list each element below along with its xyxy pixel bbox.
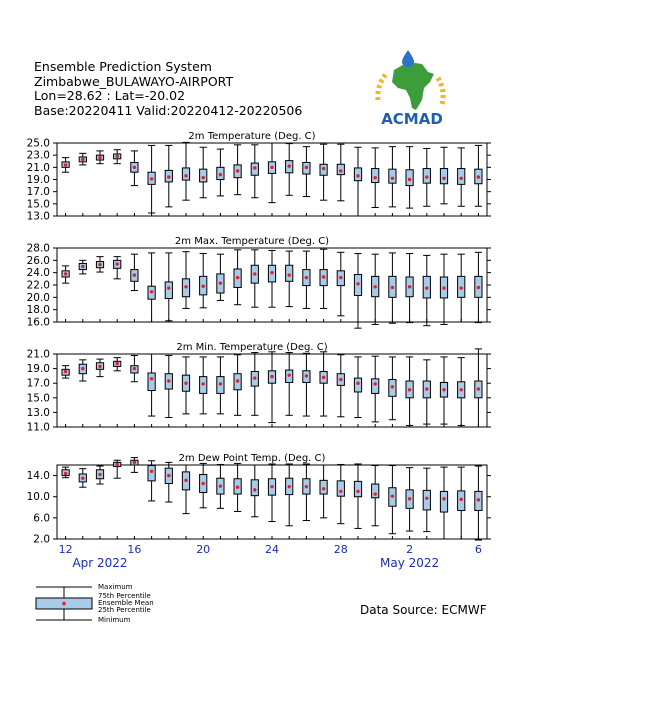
mean-marker bbox=[408, 388, 411, 391]
box-5 bbox=[458, 148, 465, 206]
box-21 bbox=[217, 149, 224, 196]
mean-marker bbox=[64, 472, 67, 475]
box-22 bbox=[234, 145, 241, 195]
mean-marker bbox=[442, 177, 445, 180]
box-26 bbox=[303, 251, 310, 308]
panel-3 bbox=[27, 342, 491, 434]
panel-2 bbox=[27, 236, 491, 329]
x-tick-label: 24 bbox=[265, 543, 279, 556]
mean-marker bbox=[339, 378, 342, 381]
mean-marker bbox=[305, 374, 308, 377]
box-17 bbox=[148, 253, 155, 322]
mean-marker bbox=[253, 376, 256, 379]
mean-marker bbox=[270, 375, 273, 378]
x-axis bbox=[59, 543, 482, 570]
iqr-box bbox=[200, 169, 207, 182]
x-tick-label: 16 bbox=[127, 543, 142, 556]
y-tick-label: 21.0 bbox=[26, 348, 50, 361]
box-21 bbox=[217, 357, 224, 414]
box-30 bbox=[372, 356, 379, 422]
mean-marker bbox=[64, 163, 67, 166]
mean-marker bbox=[391, 177, 394, 180]
mean-marker bbox=[236, 486, 239, 489]
box-16 bbox=[131, 458, 138, 473]
mean-marker bbox=[202, 285, 205, 288]
mean-marker bbox=[374, 176, 377, 179]
mean-marker bbox=[81, 477, 84, 480]
box-1 bbox=[389, 466, 396, 534]
box-3 bbox=[423, 468, 430, 531]
box-2 bbox=[406, 468, 413, 531]
box-4 bbox=[440, 467, 447, 539]
mean-marker bbox=[288, 373, 291, 376]
box-17 bbox=[148, 354, 155, 416]
mean-marker bbox=[98, 156, 101, 159]
y-tick-label: 16.0 bbox=[26, 316, 50, 329]
box-19 bbox=[182, 142, 189, 200]
y-tick-label: 11.0 bbox=[26, 421, 50, 434]
mean-marker bbox=[133, 273, 136, 276]
mean-marker bbox=[98, 365, 101, 368]
box-23 bbox=[251, 250, 258, 307]
mean-marker bbox=[64, 370, 67, 373]
panel-title: 2m Min. Temperature (Deg. C) bbox=[176, 342, 328, 353]
box-15 bbox=[114, 460, 121, 478]
y-tick-label: 20.0 bbox=[26, 291, 50, 304]
box-28 bbox=[337, 144, 344, 201]
box-28 bbox=[337, 355, 344, 417]
box-1 bbox=[389, 357, 396, 420]
box-2 bbox=[406, 254, 413, 323]
box-26 bbox=[303, 353, 310, 416]
mean-marker bbox=[184, 174, 187, 177]
box-13 bbox=[79, 360, 86, 381]
box-28 bbox=[337, 464, 344, 523]
box-14 bbox=[96, 257, 103, 272]
box-6 bbox=[475, 466, 482, 540]
mean-marker bbox=[477, 175, 480, 178]
mean-marker bbox=[133, 461, 136, 464]
x-tick-label: 20 bbox=[196, 543, 211, 556]
mean-marker bbox=[305, 485, 308, 488]
coordinates: Lon=28.62 : Lat=-20.02 bbox=[34, 88, 186, 103]
mean-marker bbox=[253, 488, 256, 491]
y-tick-label: 21.0 bbox=[26, 161, 50, 174]
iqr-box bbox=[182, 168, 189, 180]
iqr-box bbox=[337, 481, 344, 496]
box-12 bbox=[62, 158, 69, 173]
panel-title: 2m Max. Temperature (Deg. C) bbox=[174, 236, 330, 247]
mean-marker bbox=[442, 286, 445, 289]
mean-marker bbox=[167, 175, 170, 178]
mean-marker bbox=[150, 177, 153, 180]
mean-marker bbox=[391, 494, 394, 497]
box-6 bbox=[475, 145, 482, 206]
data-source: Data Source: ECMWF bbox=[360, 603, 487, 617]
box-29 bbox=[354, 254, 361, 329]
box-1 bbox=[389, 147, 396, 207]
box-24 bbox=[268, 464, 275, 522]
box-30 bbox=[372, 148, 379, 208]
box-24 bbox=[268, 250, 275, 307]
box-17 bbox=[148, 145, 155, 213]
mean-marker bbox=[356, 174, 359, 177]
mean-marker bbox=[460, 498, 463, 501]
mean-marker bbox=[322, 167, 325, 170]
box-20 bbox=[200, 254, 207, 308]
iqr-box bbox=[440, 491, 447, 512]
box-2 bbox=[406, 357, 413, 426]
mean-marker bbox=[356, 282, 359, 285]
mean-marker bbox=[253, 166, 256, 169]
box-28 bbox=[337, 252, 344, 316]
mean-marker bbox=[236, 169, 239, 172]
box-21 bbox=[217, 254, 224, 300]
panel-4 bbox=[27, 453, 491, 546]
mean-marker bbox=[305, 276, 308, 279]
box-27 bbox=[320, 465, 327, 518]
iqr-box bbox=[148, 373, 155, 391]
x-tick-label: 2 bbox=[406, 543, 414, 556]
mean-marker bbox=[270, 485, 273, 488]
y-tick-label: 14.0 bbox=[26, 470, 50, 483]
iqr-box bbox=[406, 170, 413, 186]
mean-marker bbox=[339, 490, 342, 493]
box-3 bbox=[423, 148, 430, 206]
panel-title: 2m Temperature (Deg. C) bbox=[188, 131, 316, 142]
box-29 bbox=[354, 357, 361, 418]
y-tick-label: 22.0 bbox=[26, 279, 50, 292]
box-20 bbox=[200, 463, 207, 507]
mean-marker bbox=[81, 265, 84, 268]
legend-maximum: Maximum bbox=[98, 583, 133, 591]
mean-marker bbox=[116, 362, 119, 365]
mean-marker bbox=[408, 178, 411, 181]
legend-p25: 25th Percentile bbox=[98, 606, 151, 614]
box-17 bbox=[148, 461, 155, 501]
mean-marker bbox=[305, 166, 308, 169]
box-3 bbox=[423, 360, 430, 424]
box-14 bbox=[96, 466, 103, 484]
box-5 bbox=[458, 358, 465, 426]
mean-marker bbox=[184, 479, 187, 482]
mean-marker bbox=[202, 482, 205, 485]
mean-marker bbox=[270, 166, 273, 169]
box-14 bbox=[96, 151, 103, 164]
mean-marker bbox=[288, 164, 291, 167]
mean-marker bbox=[339, 276, 342, 279]
mean-marker bbox=[133, 367, 136, 370]
mean-marker bbox=[184, 285, 187, 288]
x-tick-label: 12 bbox=[58, 543, 73, 556]
mean-marker bbox=[460, 388, 463, 391]
mean-marker bbox=[408, 497, 411, 500]
mean-marker bbox=[202, 382, 205, 385]
y-tick-label: 24.0 bbox=[26, 267, 50, 280]
system-name: Ensemble Prediction System bbox=[34, 59, 212, 74]
y-tick-label: 19.0 bbox=[26, 363, 50, 376]
box-13 bbox=[79, 153, 86, 165]
box-12 bbox=[62, 467, 69, 478]
mean-marker bbox=[356, 490, 359, 493]
mean-marker bbox=[81, 367, 84, 370]
y-tick-label: 23.0 bbox=[26, 149, 50, 162]
box-24 bbox=[268, 143, 275, 203]
mean-marker bbox=[116, 262, 119, 265]
mean-marker bbox=[64, 272, 67, 275]
mean-marker bbox=[288, 273, 291, 276]
box-19 bbox=[182, 357, 189, 414]
box-20 bbox=[200, 147, 207, 197]
mean-marker bbox=[133, 166, 136, 169]
mean-marker bbox=[477, 286, 480, 289]
mean-marker bbox=[219, 173, 222, 176]
box-19 bbox=[182, 252, 189, 309]
iqr-box bbox=[389, 169, 396, 183]
iqr-box bbox=[458, 169, 465, 185]
mean-marker bbox=[391, 385, 394, 388]
mean-marker bbox=[98, 473, 101, 476]
base-valid-dates: Base:20220411 Valid:20220412-20220506 bbox=[34, 102, 303, 118]
month-label-may: May 2022 bbox=[380, 556, 440, 570]
box-12 bbox=[62, 266, 69, 283]
x-tick-label: 28 bbox=[333, 543, 348, 556]
iqr-box bbox=[148, 466, 155, 481]
box-26 bbox=[303, 464, 310, 521]
y-tick-label: 28.0 bbox=[26, 242, 50, 255]
mean-marker bbox=[219, 281, 222, 284]
box-13 bbox=[79, 260, 86, 274]
station-name: Zimbabwe_BULAWAYO-AIRPORT bbox=[34, 73, 234, 89]
y-tick-label: 2.0 bbox=[33, 533, 50, 546]
box-12 bbox=[62, 366, 69, 378]
mean-marker bbox=[442, 388, 445, 391]
box-6 bbox=[475, 252, 482, 322]
mean-marker bbox=[116, 155, 119, 158]
box-18 bbox=[165, 462, 172, 502]
box-23 bbox=[251, 465, 258, 517]
box-5 bbox=[458, 254, 465, 322]
box-26 bbox=[303, 147, 310, 197]
mean-marker bbox=[184, 382, 187, 385]
mean-marker bbox=[391, 286, 394, 289]
legend-minimum: Minimum bbox=[98, 616, 131, 624]
box-25 bbox=[286, 353, 293, 416]
mean-marker bbox=[322, 376, 325, 379]
mean-marker bbox=[356, 382, 359, 385]
mean-marker bbox=[322, 487, 325, 490]
box-3 bbox=[423, 255, 430, 325]
iqr-box bbox=[423, 490, 430, 510]
box-4 bbox=[440, 357, 447, 424]
box-6 bbox=[475, 349, 482, 427]
box-24 bbox=[268, 352, 275, 423]
box-5 bbox=[458, 467, 465, 539]
box-2 bbox=[406, 147, 413, 208]
mean-marker bbox=[167, 286, 170, 289]
mean-marker bbox=[98, 263, 101, 266]
box-23 bbox=[251, 353, 258, 416]
box-14 bbox=[96, 359, 103, 377]
box-19 bbox=[182, 465, 189, 514]
box-23 bbox=[251, 145, 258, 198]
box-20 bbox=[200, 357, 207, 414]
y-tick-label: 17.0 bbox=[26, 186, 50, 199]
panel-title: 2m Dew Point Temp. (Deg. C) bbox=[178, 453, 326, 464]
box-15 bbox=[114, 358, 121, 371]
legend bbox=[36, 583, 154, 624]
y-tick-label: 6.0 bbox=[33, 512, 50, 525]
y-tick-label: 10.0 bbox=[26, 491, 50, 504]
box-1 bbox=[389, 253, 396, 323]
box-16 bbox=[131, 254, 138, 290]
mean-marker bbox=[339, 169, 342, 172]
box-15 bbox=[114, 257, 121, 279]
logo-text: ACMAD bbox=[381, 110, 443, 128]
box-16 bbox=[131, 355, 138, 381]
mean-marker bbox=[442, 497, 445, 500]
mean-marker bbox=[408, 285, 411, 288]
box-25 bbox=[286, 144, 293, 196]
box-4 bbox=[440, 147, 447, 204]
mean-marker bbox=[374, 492, 377, 495]
box-13 bbox=[79, 469, 86, 488]
mean-marker bbox=[288, 485, 291, 488]
y-tick-label: 19.0 bbox=[26, 174, 50, 186]
y-tick-label: 25.0 bbox=[26, 137, 50, 150]
mean-marker bbox=[374, 382, 377, 385]
mean-marker bbox=[219, 382, 222, 385]
box-15 bbox=[114, 150, 121, 164]
x-tick-label: 6 bbox=[474, 543, 482, 556]
mean-marker bbox=[236, 379, 239, 382]
iqr-box bbox=[286, 265, 293, 281]
legend-p75: 75th Percentile bbox=[98, 592, 151, 600]
legend-mean-marker bbox=[62, 602, 66, 606]
box-27 bbox=[320, 249, 327, 308]
box-4 bbox=[440, 254, 447, 324]
mean-marker bbox=[202, 176, 205, 179]
mean-marker bbox=[150, 377, 153, 380]
box-18 bbox=[165, 253, 172, 321]
iqr-box bbox=[354, 481, 361, 496]
iqr-box bbox=[372, 169, 379, 183]
mean-marker bbox=[150, 470, 153, 473]
mean-marker bbox=[425, 286, 428, 289]
month-label-apr: Apr 2022 bbox=[72, 556, 128, 570]
mean-marker bbox=[150, 290, 153, 293]
mean-marker bbox=[167, 379, 170, 382]
box-22 bbox=[234, 355, 241, 416]
y-tick-label: 17.0 bbox=[26, 377, 50, 390]
box-16 bbox=[131, 151, 138, 186]
mean-marker bbox=[477, 387, 480, 390]
box-30 bbox=[372, 466, 379, 526]
box-29 bbox=[354, 464, 361, 528]
mean-marker bbox=[236, 276, 239, 279]
mean-marker bbox=[425, 175, 428, 178]
y-tick-label: 13.0 bbox=[26, 406, 50, 419]
mean-marker bbox=[477, 498, 480, 501]
box-25 bbox=[286, 251, 293, 307]
mean-marker bbox=[460, 286, 463, 289]
iqr-box bbox=[165, 282, 172, 299]
mean-marker bbox=[167, 474, 170, 477]
mean-marker bbox=[374, 285, 377, 288]
mean-marker bbox=[219, 484, 222, 487]
y-tick-label: 15.0 bbox=[26, 198, 50, 211]
y-tick-label: 26.0 bbox=[26, 254, 50, 267]
iqr-box bbox=[251, 480, 258, 496]
mean-marker bbox=[460, 177, 463, 180]
y-tick-label: 13.0 bbox=[26, 210, 50, 223]
iqr-box bbox=[440, 169, 447, 184]
mean-marker bbox=[253, 272, 256, 275]
y-tick-label: 15.0 bbox=[26, 392, 50, 405]
box-30 bbox=[372, 254, 379, 324]
iqr-box bbox=[372, 379, 379, 394]
box-25 bbox=[286, 464, 293, 526]
box-21 bbox=[217, 464, 224, 508]
panel-1 bbox=[27, 131, 491, 223]
box-22 bbox=[234, 463, 241, 511]
mean-marker bbox=[425, 497, 428, 500]
box-27 bbox=[320, 352, 327, 416]
box-18 bbox=[165, 145, 172, 206]
mean-marker bbox=[81, 158, 84, 161]
box-29 bbox=[354, 147, 361, 216]
y-tick-label: 18.0 bbox=[26, 304, 50, 317]
mean-marker bbox=[322, 275, 325, 278]
iqr-box bbox=[354, 378, 361, 392]
box-18 bbox=[165, 355, 172, 417]
legend-mean: Ensemble Mean bbox=[98, 599, 154, 607]
mean-marker bbox=[116, 463, 119, 466]
box-22 bbox=[234, 250, 241, 305]
mean-marker bbox=[270, 271, 273, 274]
box-27 bbox=[320, 144, 327, 200]
mean-marker bbox=[425, 387, 428, 390]
